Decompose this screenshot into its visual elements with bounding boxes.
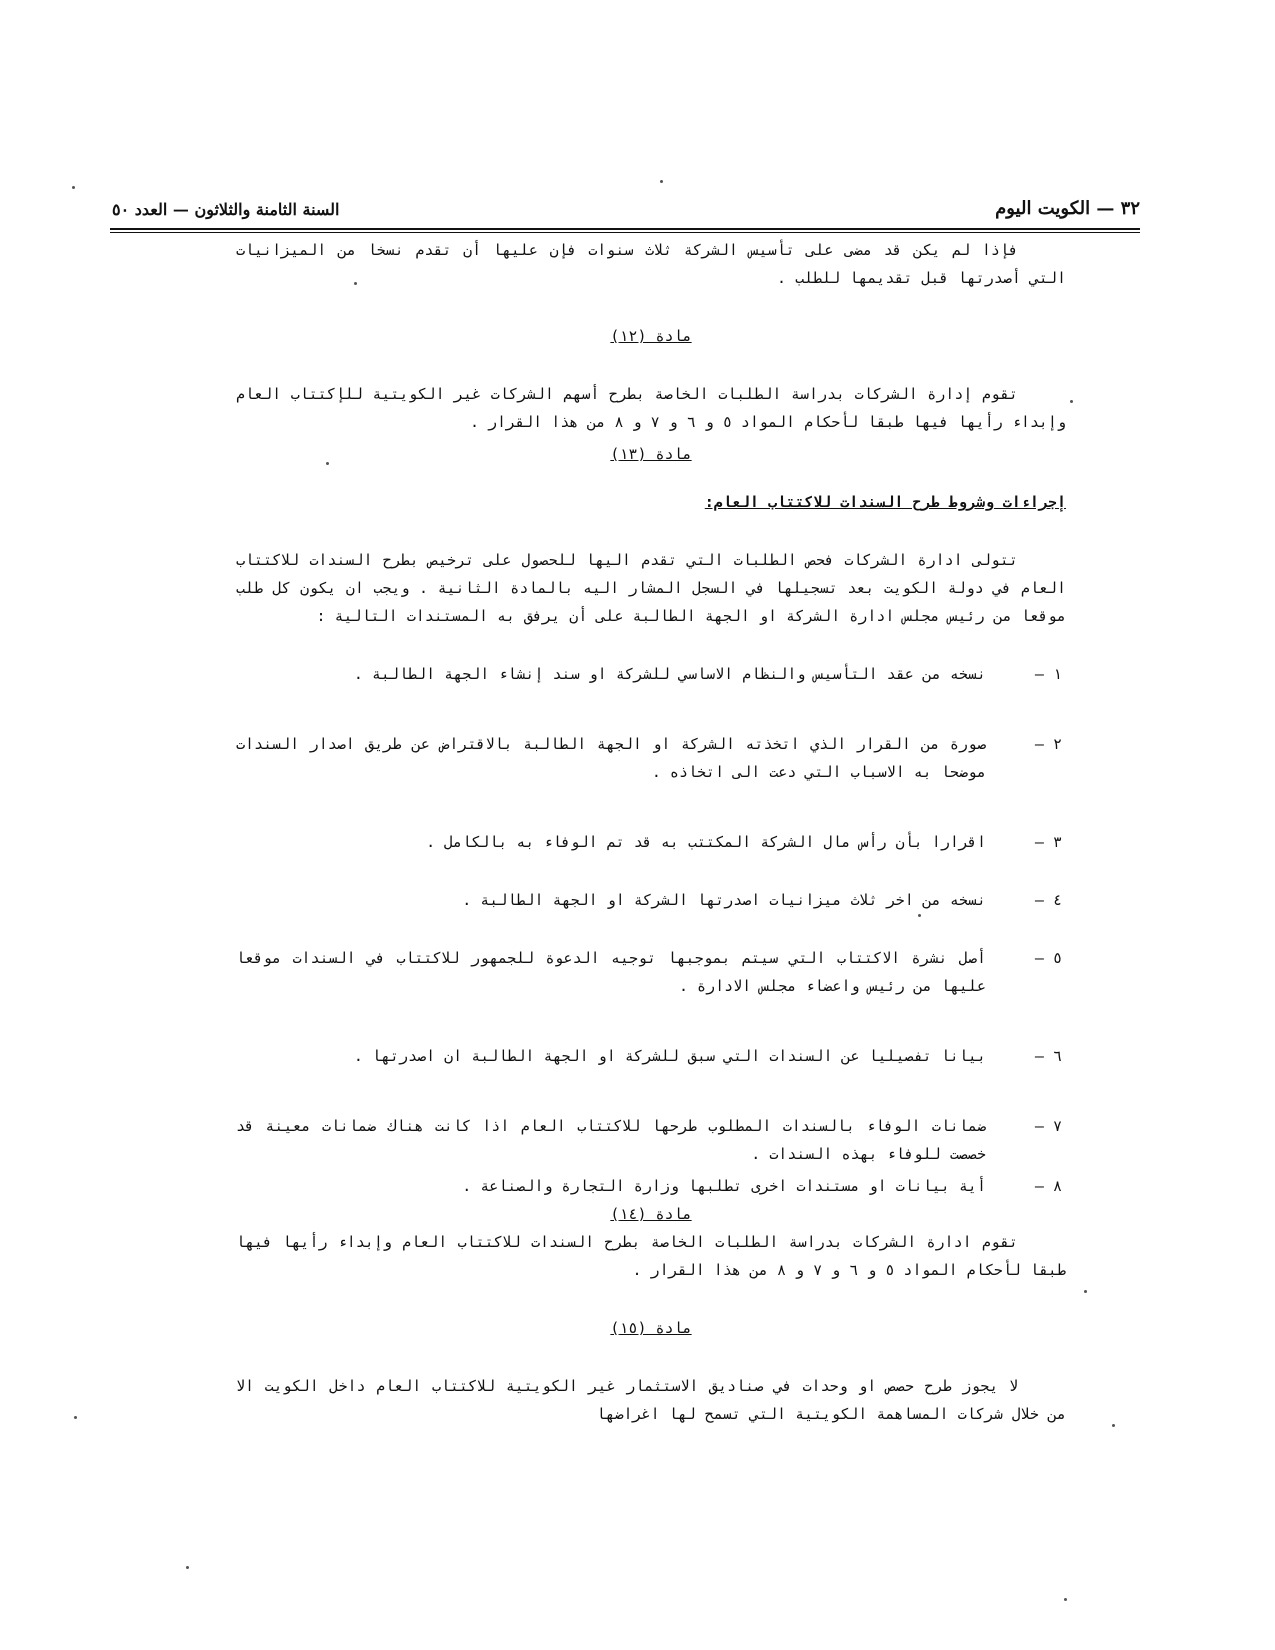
list-item-number: ٣ –	[1034, 833, 1062, 851]
article-15-text: لا يجوز طرح حصص او وحدات في صناديق الاستثمار غير الكويتية للاكتتاب العام داخل الكويت الا من خلال شركات المساهمة الكويتية التي تسمح لها اغراضها	[236, 1377, 1066, 1423]
list-item-number: ٢ –	[1034, 735, 1062, 753]
article-13-title: إجراءات وشروط طرح السندات للاكتتاب العام:	[704, 493, 1066, 511]
scan-speck	[74, 1416, 77, 1419]
scan-speck	[186, 1566, 189, 1569]
scan-speck	[1070, 400, 1073, 403]
article-13-text: تتولى ادارة الشركات فحص الطلبات التي تقدم اليها للحصول على ترخيص بطرح السندات للاكتتاب العام في دولة الكويت بعد تسجيلها في السجل المشار اليه بالمادة الثانية . ويجب ان يكون كل طلب موقعا من رئيس مجلس ادارة الشركة او الجهة الطالبة على أن يرفق به المستندات التالية :	[236, 551, 1066, 625]
scan-speck	[1064, 1598, 1067, 1601]
page-header	[112, 198, 1140, 228]
scan-speck	[1112, 1424, 1115, 1427]
header-issue-info: السنة الثامنة والثلاثون — العدد ٥٠	[112, 200, 340, 219]
scan-speck	[72, 186, 75, 189]
list-item	[236, 1042, 1066, 1070]
list-item	[236, 944, 1066, 1000]
article-14-heading: مادة (١٤)	[610, 1205, 692, 1223]
list-item	[236, 660, 1066, 688]
list-item-number: ٦ –	[1034, 1047, 1062, 1065]
list-item-text: بيانا تفصيليا عن السندات التي سبق للشركة او الجهة الطالبة ان اصدرتها .	[353, 1047, 986, 1065]
article-14-text: تقوم ادارة الشركات بدراسة الطلبات الخاصة بطرح السندات للاكتتاب العام وإبداء رأيها فيها طبقا لأحكام المواد ٥ و ٦ و ٧ و ٨ من هذا القرار .	[236, 1233, 1066, 1279]
article-12-text: تقوم إدارة الشركات بدراسة الطلبات الخاصة بطرح أسهم الشركات غير الكويتية للإكتتاب العام وإبداء رأيها فيها طبقا لأحكام المواد ٥ و ٦ و ٧ و ٨ من هذا القرار .	[236, 385, 1066, 431]
intro-paragraph: فإذا لم يكن قد مضى على تأسيس الشركة ثلاث سنوات فإن عليها أن تقدم نسخا من الميزانيات التي أصدرتها قبل تقديمها للطلب .	[236, 241, 1066, 287]
list-item-number: ٤ –	[1034, 891, 1062, 909]
header-rule-thin	[110, 232, 1140, 233]
article-13-heading: مادة (١٣)	[610, 445, 692, 463]
list-item-text: نسخه من اخر ثلاث ميزانيات اصدرتها الشركة او الجهة الطالبة .	[462, 891, 986, 909]
list-item-text: ضمانات الوفاء بالسندات المطلوب طرحها للاكتتاب العام اذا كانت هناك ضمانات معينة قد خصصت للوفاء بهذه السندات .	[236, 1117, 986, 1163]
scan-speck	[354, 282, 357, 285]
scan-speck	[660, 180, 663, 183]
scan-speck	[326, 462, 329, 465]
page-body	[236, 236, 1066, 1428]
list-item	[236, 1112, 1066, 1168]
list-item	[236, 1172, 1066, 1200]
list-item-text: نسخه من عقد التأسيس والنظام الاساسي للشركة او سند إنشاء الجهة الطالبة .	[353, 665, 986, 683]
article-15-heading: مادة (١٥)	[610, 1319, 692, 1337]
article-12-heading: مادة (١٢)	[610, 327, 692, 345]
scan-speck	[918, 914, 921, 917]
scan-speck	[1084, 1290, 1087, 1293]
list-item	[236, 828, 1066, 856]
list-item-number: ١ –	[1034, 665, 1062, 683]
list-item-text: صورة من القرار الذي اتخذته الشركة او الجهة الطالبة بالاقتراض عن طريق اصدار السندات موضحا به الاسباب التي دعت الى اتخاذه .	[236, 735, 986, 781]
list-item-text: اقرارا بأن رأس مال الشركة المكتتب به قد تم الوفاء به بالكامل .	[426, 833, 986, 851]
list-item	[236, 730, 1066, 786]
header-page-title: ٣٢ — الكويت اليوم	[995, 198, 1140, 219]
list-item-text: أصل نشرة الاكتتاب التي سيتم بموجبها توجيه الدعوة للجمهور للاكتتاب في السندات موقعا عليها من رئيس واعضاء مجلس الادارة .	[236, 949, 986, 995]
header-rule	[110, 228, 1140, 230]
list-item-number: ٨ –	[1034, 1177, 1062, 1195]
list-item-number: ٧ –	[1034, 1117, 1062, 1135]
list-item	[236, 886, 1066, 914]
list-item-number: ٥ –	[1034, 949, 1062, 967]
list-item-text: أية بيانات او مستندات اخرى تطلبها وزارة التجارة والصناعة .	[462, 1177, 986, 1195]
